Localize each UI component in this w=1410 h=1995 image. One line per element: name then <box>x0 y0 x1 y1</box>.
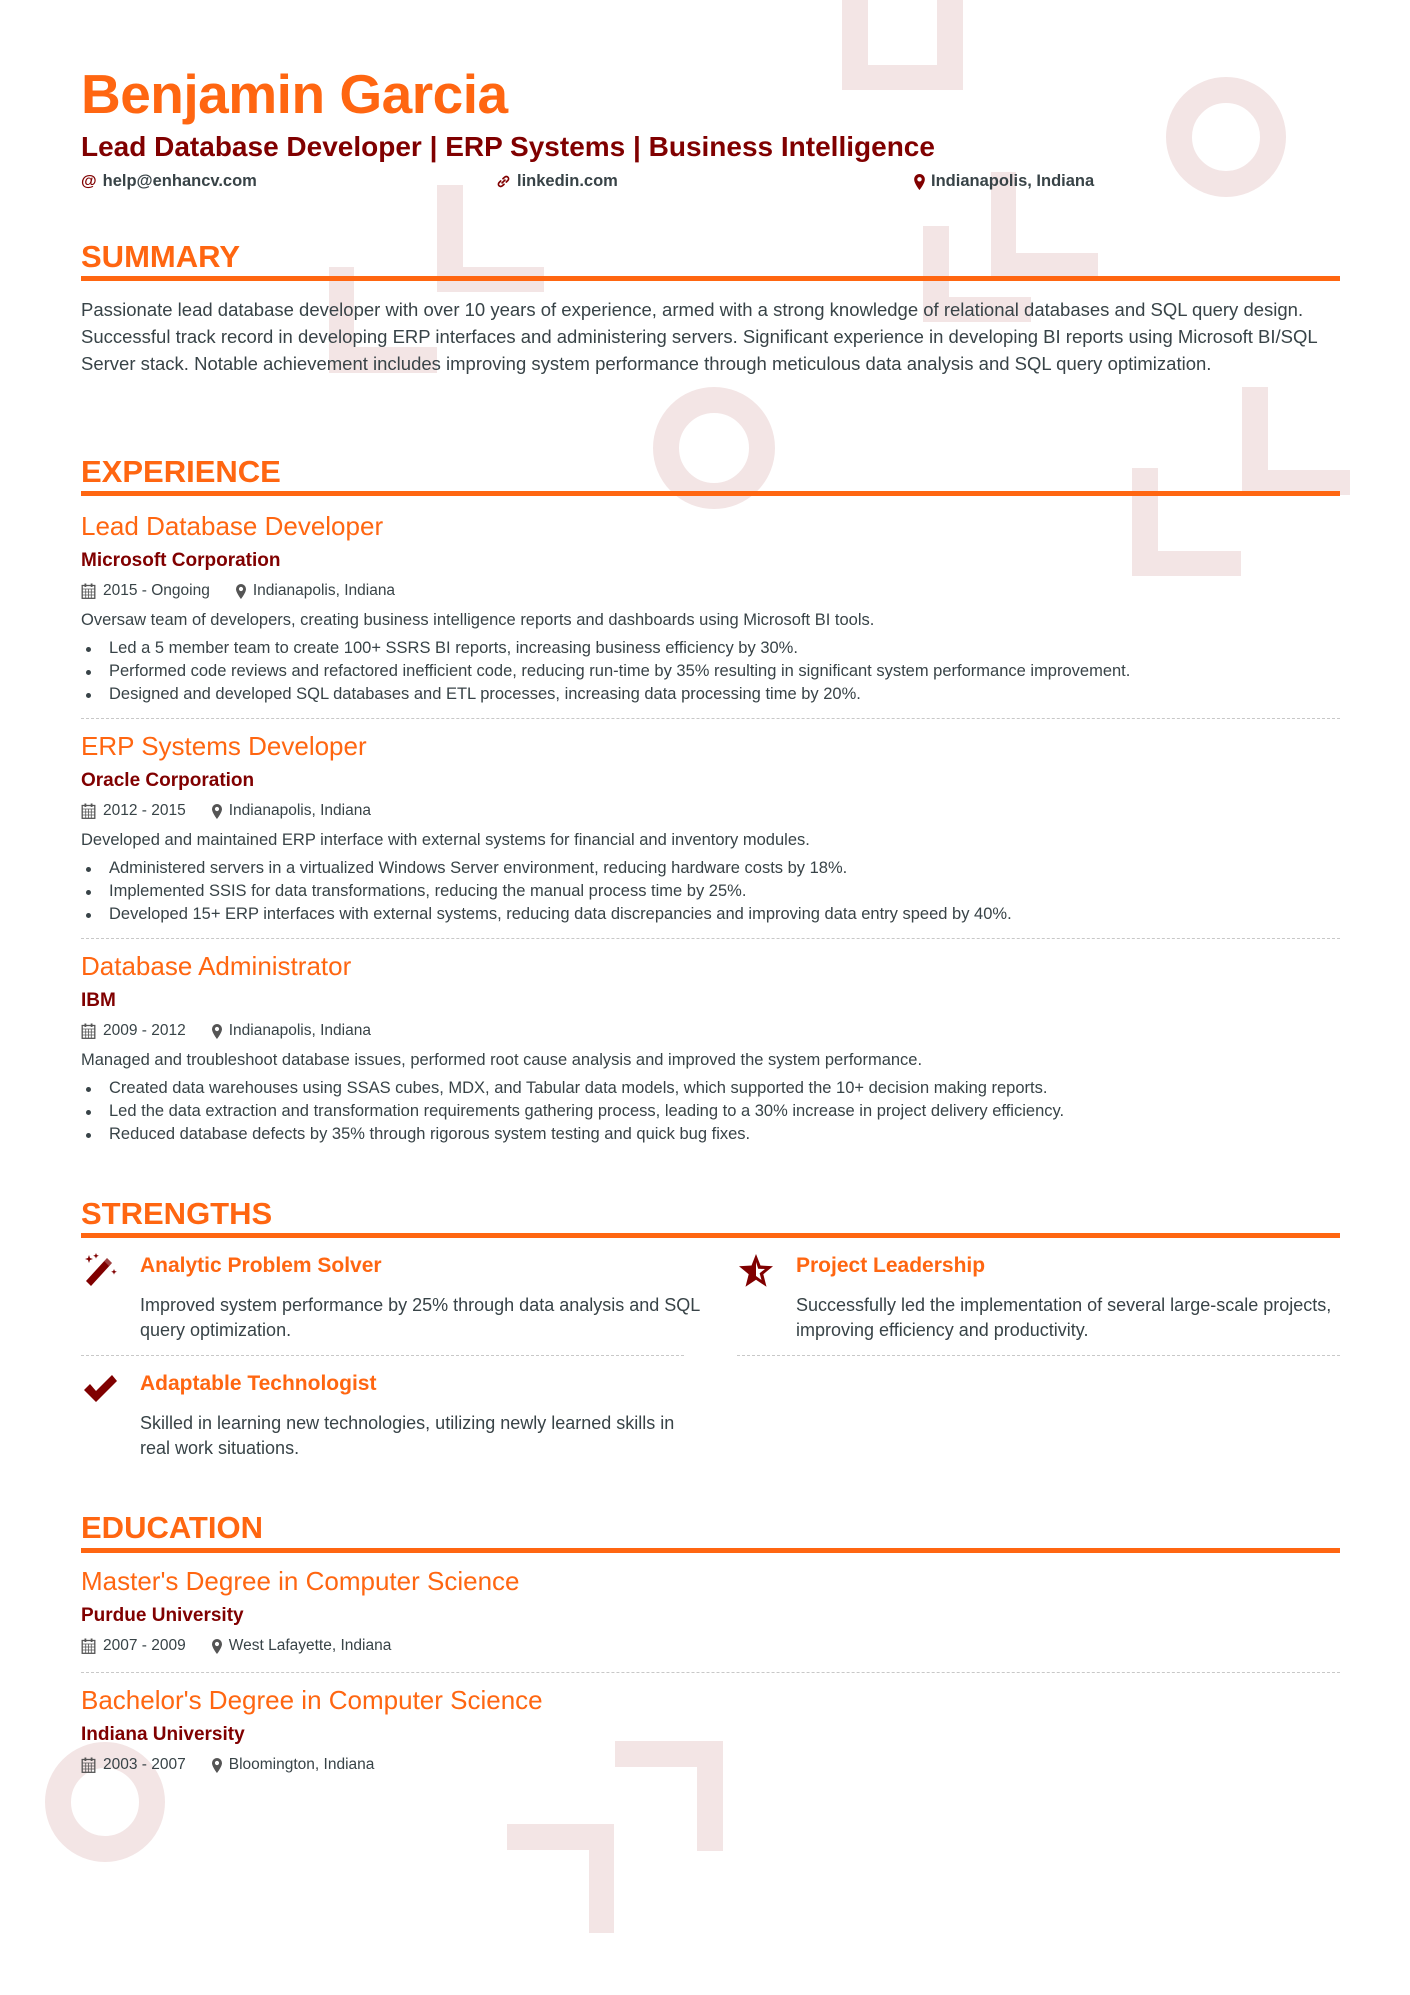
job-meta <box>81 1022 371 1040</box>
strength-separator <box>81 1355 684 1356</box>
contact-email[interactable] <box>81 172 257 191</box>
calendar-icon <box>81 583 96 599</box>
link-icon <box>496 174 511 189</box>
education-section-title: EDUCATION <box>81 1510 263 1545</box>
education-divider <box>81 1548 1340 1553</box>
strength-title: Adaptable Technologist <box>140 1372 377 1395</box>
job-bullets <box>81 857 1012 926</box>
strength-description: Skilled in learning new technologies, utilizing newly learned skills in real work situations. <box>140 1413 675 1458</box>
job-bullet: Led the data extraction and transformation requirements gathering process, leading to a 30% increase in project delivery efficiency. <box>81 1100 1064 1123</box>
strengths-divider <box>81 1233 1340 1238</box>
map-pin-icon <box>212 1024 222 1039</box>
contact-location <box>914 172 1094 191</box>
job-description: Developed and maintained ERP interface with external systems for financial and inventory modules. <box>81 831 810 849</box>
education-location: West Lafayette, Indiana <box>228 1637 392 1654</box>
education-meta <box>81 1756 374 1774</box>
job-location: Indianapolis, Indiana <box>252 582 396 599</box>
map-pin-icon <box>914 174 925 190</box>
job-meta <box>81 582 395 600</box>
checkmark-icon <box>81 1370 117 1406</box>
school-name: Indiana University <box>81 1724 245 1745</box>
experience-separator <box>81 718 1340 719</box>
calendar-icon <box>81 1638 96 1654</box>
education-dates: 2007 - 2009 <box>103 1637 186 1654</box>
job-bullet: Performed code reviews and refactored inefficient code, reducing run-time by 35% resulting in significant system performance improvement. <box>81 660 1130 683</box>
job-bullet: Reduced database defects by 35% through rigorous system testing and quick bug fixes. <box>81 1123 1064 1146</box>
job-description: Oversaw team of developers, creating business intelligence reports and dashboards using Microsoft BI tools. <box>81 611 875 629</box>
strength-item <box>737 1252 1340 1356</box>
education-dates: 2003 - 2007 <box>103 1756 186 1773</box>
strength-item <box>81 1370 684 1474</box>
job-dates: 2015 - Ongoing <box>103 582 210 599</box>
strength-item <box>81 1252 700 1356</box>
degree-title: Bachelor's Degree in Computer Science <box>81 1685 543 1715</box>
contact-linkedin-text: linkedin.com <box>517 172 618 190</box>
experience-section-title: EXPERIENCE <box>81 454 281 489</box>
strengths-section-title: STRENGTHS <box>81 1196 273 1231</box>
job-location: Indianapolis, Indiana <box>228 802 371 819</box>
job-bullet: Administered servers in a virtualized Windows Server environment, reducing hardware costs by 18%. <box>81 857 1012 880</box>
candidate-headline: Lead Database Developer | ERP Systems | Business Intelligence <box>81 131 935 162</box>
company-name: Oracle Corporation <box>81 770 255 791</box>
strength-description: Improved system performance by 25% through data analysis and SQL query optimization. <box>140 1295 700 1340</box>
job-description: Managed and troubleshoot database issues, performed root cause analysis and improved the system performance. <box>81 1051 923 1069</box>
company-name: IBM <box>81 990 116 1011</box>
job-bullet: Led a 5 member team to create 100+ SSRS BI reports, increasing business efficiency by 30%. <box>81 637 1130 660</box>
experience-item <box>81 731 1012 923</box>
education-meta <box>81 1637 391 1655</box>
education-location: Bloomington, Indiana <box>228 1756 375 1773</box>
candidate-name: Benjamin Garcia <box>81 63 508 125</box>
job-bullet: Developed 15+ ERP interfaces with external systems, reducing data discrepancies and improving data entry speed by 40%. <box>81 903 1012 926</box>
map-pin-icon <box>212 804 222 819</box>
summary-section-title: SUMMARY <box>81 239 241 274</box>
company-name: Microsoft Corporation <box>81 550 281 571</box>
job-bullet: Created data warehouses using SSAS cubes, MDX, and Tabular data models, which supported the 10+ decision making reports. <box>81 1077 1064 1100</box>
job-dates: 2012 - 2015 <box>103 802 186 819</box>
strength-description: Successfully led the implementation of several large-scale projects, improving efficiency and productivity. <box>796 1295 1332 1340</box>
degree-title: Master's Degree in Computer Science <box>81 1566 520 1596</box>
job-bullet: Implemented SSIS for data transformations, reducing the manual process time by 25%. <box>81 880 1012 903</box>
experience-item <box>81 511 1131 703</box>
strength-title: Project Leadership <box>796 1254 986 1277</box>
job-title: Database Administrator <box>81 951 352 981</box>
summary-divider <box>81 276 1340 281</box>
calendar-icon <box>81 803 96 819</box>
job-meta <box>81 802 371 820</box>
school-name: Purdue University <box>81 1605 244 1626</box>
contact-email-text: help@enhancv.com <box>102 172 257 190</box>
job-title: Lead Database Developer <box>81 511 384 541</box>
contact-linkedin[interactable] <box>496 172 618 191</box>
at-icon: @ <box>81 172 97 190</box>
contact-location-text: Indianapolis, Indiana <box>931 172 1095 190</box>
star-icon <box>737 1252 773 1288</box>
magic-wand-icon <box>81 1252 117 1288</box>
job-title: ERP Systems Developer <box>81 731 367 761</box>
job-bullets <box>81 1077 1064 1146</box>
experience-item <box>81 951 1065 1143</box>
experience-separator <box>81 938 1340 939</box>
calendar-icon <box>81 1757 96 1773</box>
job-location: Indianapolis, Indiana <box>228 1022 371 1039</box>
summary-text: Passionate lead database developer with over 10 years of experience, armed with a strong knowledge of relational databases and SQL query design. Successful track record in developing ERP interfaces and administering servers. Significant experience in developing BI reports using Microsoft BI/SQL Server stack. Notable achievement includes improving system performance through meticulous data analysis and SQL query optimization. <box>81 299 1318 374</box>
contact-row <box>81 172 1340 194</box>
experience-divider <box>81 491 1340 496</box>
education-item <box>81 1685 543 1773</box>
job-bullet: Designed and developed SQL databases and ETL processes, increasing data processing time by 20%. <box>81 683 1130 706</box>
map-pin-icon <box>212 1758 222 1773</box>
job-bullets <box>81 637 1130 706</box>
education-separator <box>81 1672 1340 1673</box>
map-pin-icon <box>236 584 246 599</box>
strength-separator <box>737 1355 1340 1356</box>
calendar-icon <box>81 1023 96 1039</box>
education-item <box>81 1566 520 1654</box>
strength-title: Analytic Problem Solver <box>140 1254 382 1277</box>
job-dates: 2009 - 2012 <box>103 1022 186 1039</box>
map-pin-icon <box>212 1639 222 1654</box>
